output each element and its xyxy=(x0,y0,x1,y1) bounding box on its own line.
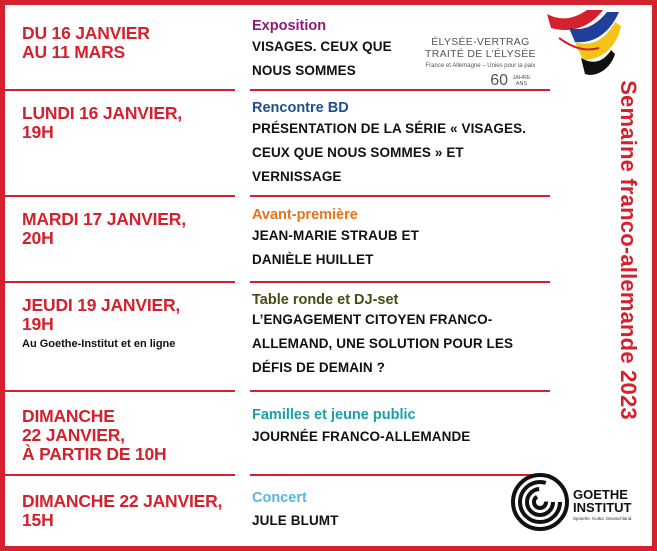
date-divider xyxy=(0,89,235,91)
event-title: VISAGES. CEUX QUE NOUS SOMMES xyxy=(252,39,392,78)
goethe-spiral-logo-icon xyxy=(510,472,570,532)
event-category: Familles et jeune public xyxy=(252,407,416,423)
elysee-logo-unit-top: JAHRE xyxy=(512,75,531,81)
event-date: DU 16 JANVIER AU 11 MARS xyxy=(22,23,150,62)
goethe-logo-line1: GOETHE xyxy=(573,487,628,502)
elysee-logo-number: 60 xyxy=(490,72,509,89)
frame-bottom xyxy=(0,546,657,551)
event-date: LUNDI 16 JANVIER, 19H xyxy=(22,103,182,142)
frame-right xyxy=(652,0,657,551)
event-date: DIMANCHE 22 JANVIER, 15H xyxy=(22,491,223,530)
event-divider xyxy=(250,89,550,91)
event-divider xyxy=(250,474,550,476)
flags-logo-icon xyxy=(545,8,623,80)
elysee-logo-tagline: France et Allemagne – Unies pour la paix xyxy=(425,63,536,69)
event-date: JEUDI 19 JANVIER, 19H xyxy=(22,295,181,334)
elysee-logo-line2: TRAITÉ DE L’ÉLYSÉE xyxy=(425,48,536,60)
vertical-side-title: Semaine franco-allemande 2023 xyxy=(616,80,641,420)
event-category: Concert xyxy=(252,490,307,506)
event-category: Avant-première xyxy=(252,207,358,223)
elysee-logo-anniversary xyxy=(485,73,536,89)
frame-top xyxy=(0,0,657,5)
goethe-logo-tagline: Sprache. Kultur. Deutschland. xyxy=(573,516,633,521)
elysee-logo xyxy=(425,36,536,89)
elysee-logo-unit-bottom: ANS xyxy=(515,81,528,87)
elysee-logo-line1: ÉLYSÉE-VERTRAG xyxy=(431,36,530,48)
goethe-logo-line2: INSTITUT xyxy=(573,500,632,515)
event-title: JULE BLUMT xyxy=(252,513,339,528)
event-divider xyxy=(250,390,550,392)
event-date: MARDI 17 JANVIER, 20H xyxy=(22,209,186,248)
event-title: JOURNÉE FRANCO-ALLEMANDE xyxy=(252,429,471,444)
event-divider xyxy=(250,281,550,283)
event-title: L’ENGAGEMENT CITOYEN FRANCO-ALLEMAND, UNE SOLUTION POUR LES DÉFIS DE DEMAIN ? xyxy=(252,312,514,375)
date-divider xyxy=(0,281,235,283)
event-date: DIMANCHE 22 JANVIER, À PARTIR DE 10H xyxy=(22,406,167,464)
date-divider xyxy=(0,390,235,392)
event-title: JEAN-MARIE STRAUB ET DANIÈLE HUILLET xyxy=(252,228,420,267)
event-category: Exposition xyxy=(252,18,327,34)
frame-left xyxy=(0,0,5,551)
goethe-logo-text xyxy=(573,488,633,522)
event-category: Rencontre BD xyxy=(252,100,349,116)
event-title: PRÉSENTATION DE LA SÉRIE « VISAGES. CEUX QUE NOUS SOMMES » ET VERNISSAGE xyxy=(252,121,527,184)
event-category: Table ronde et DJ-set xyxy=(252,292,399,308)
date-divider xyxy=(0,474,235,476)
event-location-note: Au Goethe-Institut et en ligne xyxy=(22,338,176,350)
elysee-logo-unit xyxy=(513,75,531,87)
event-divider xyxy=(250,195,550,197)
date-divider xyxy=(0,195,235,197)
